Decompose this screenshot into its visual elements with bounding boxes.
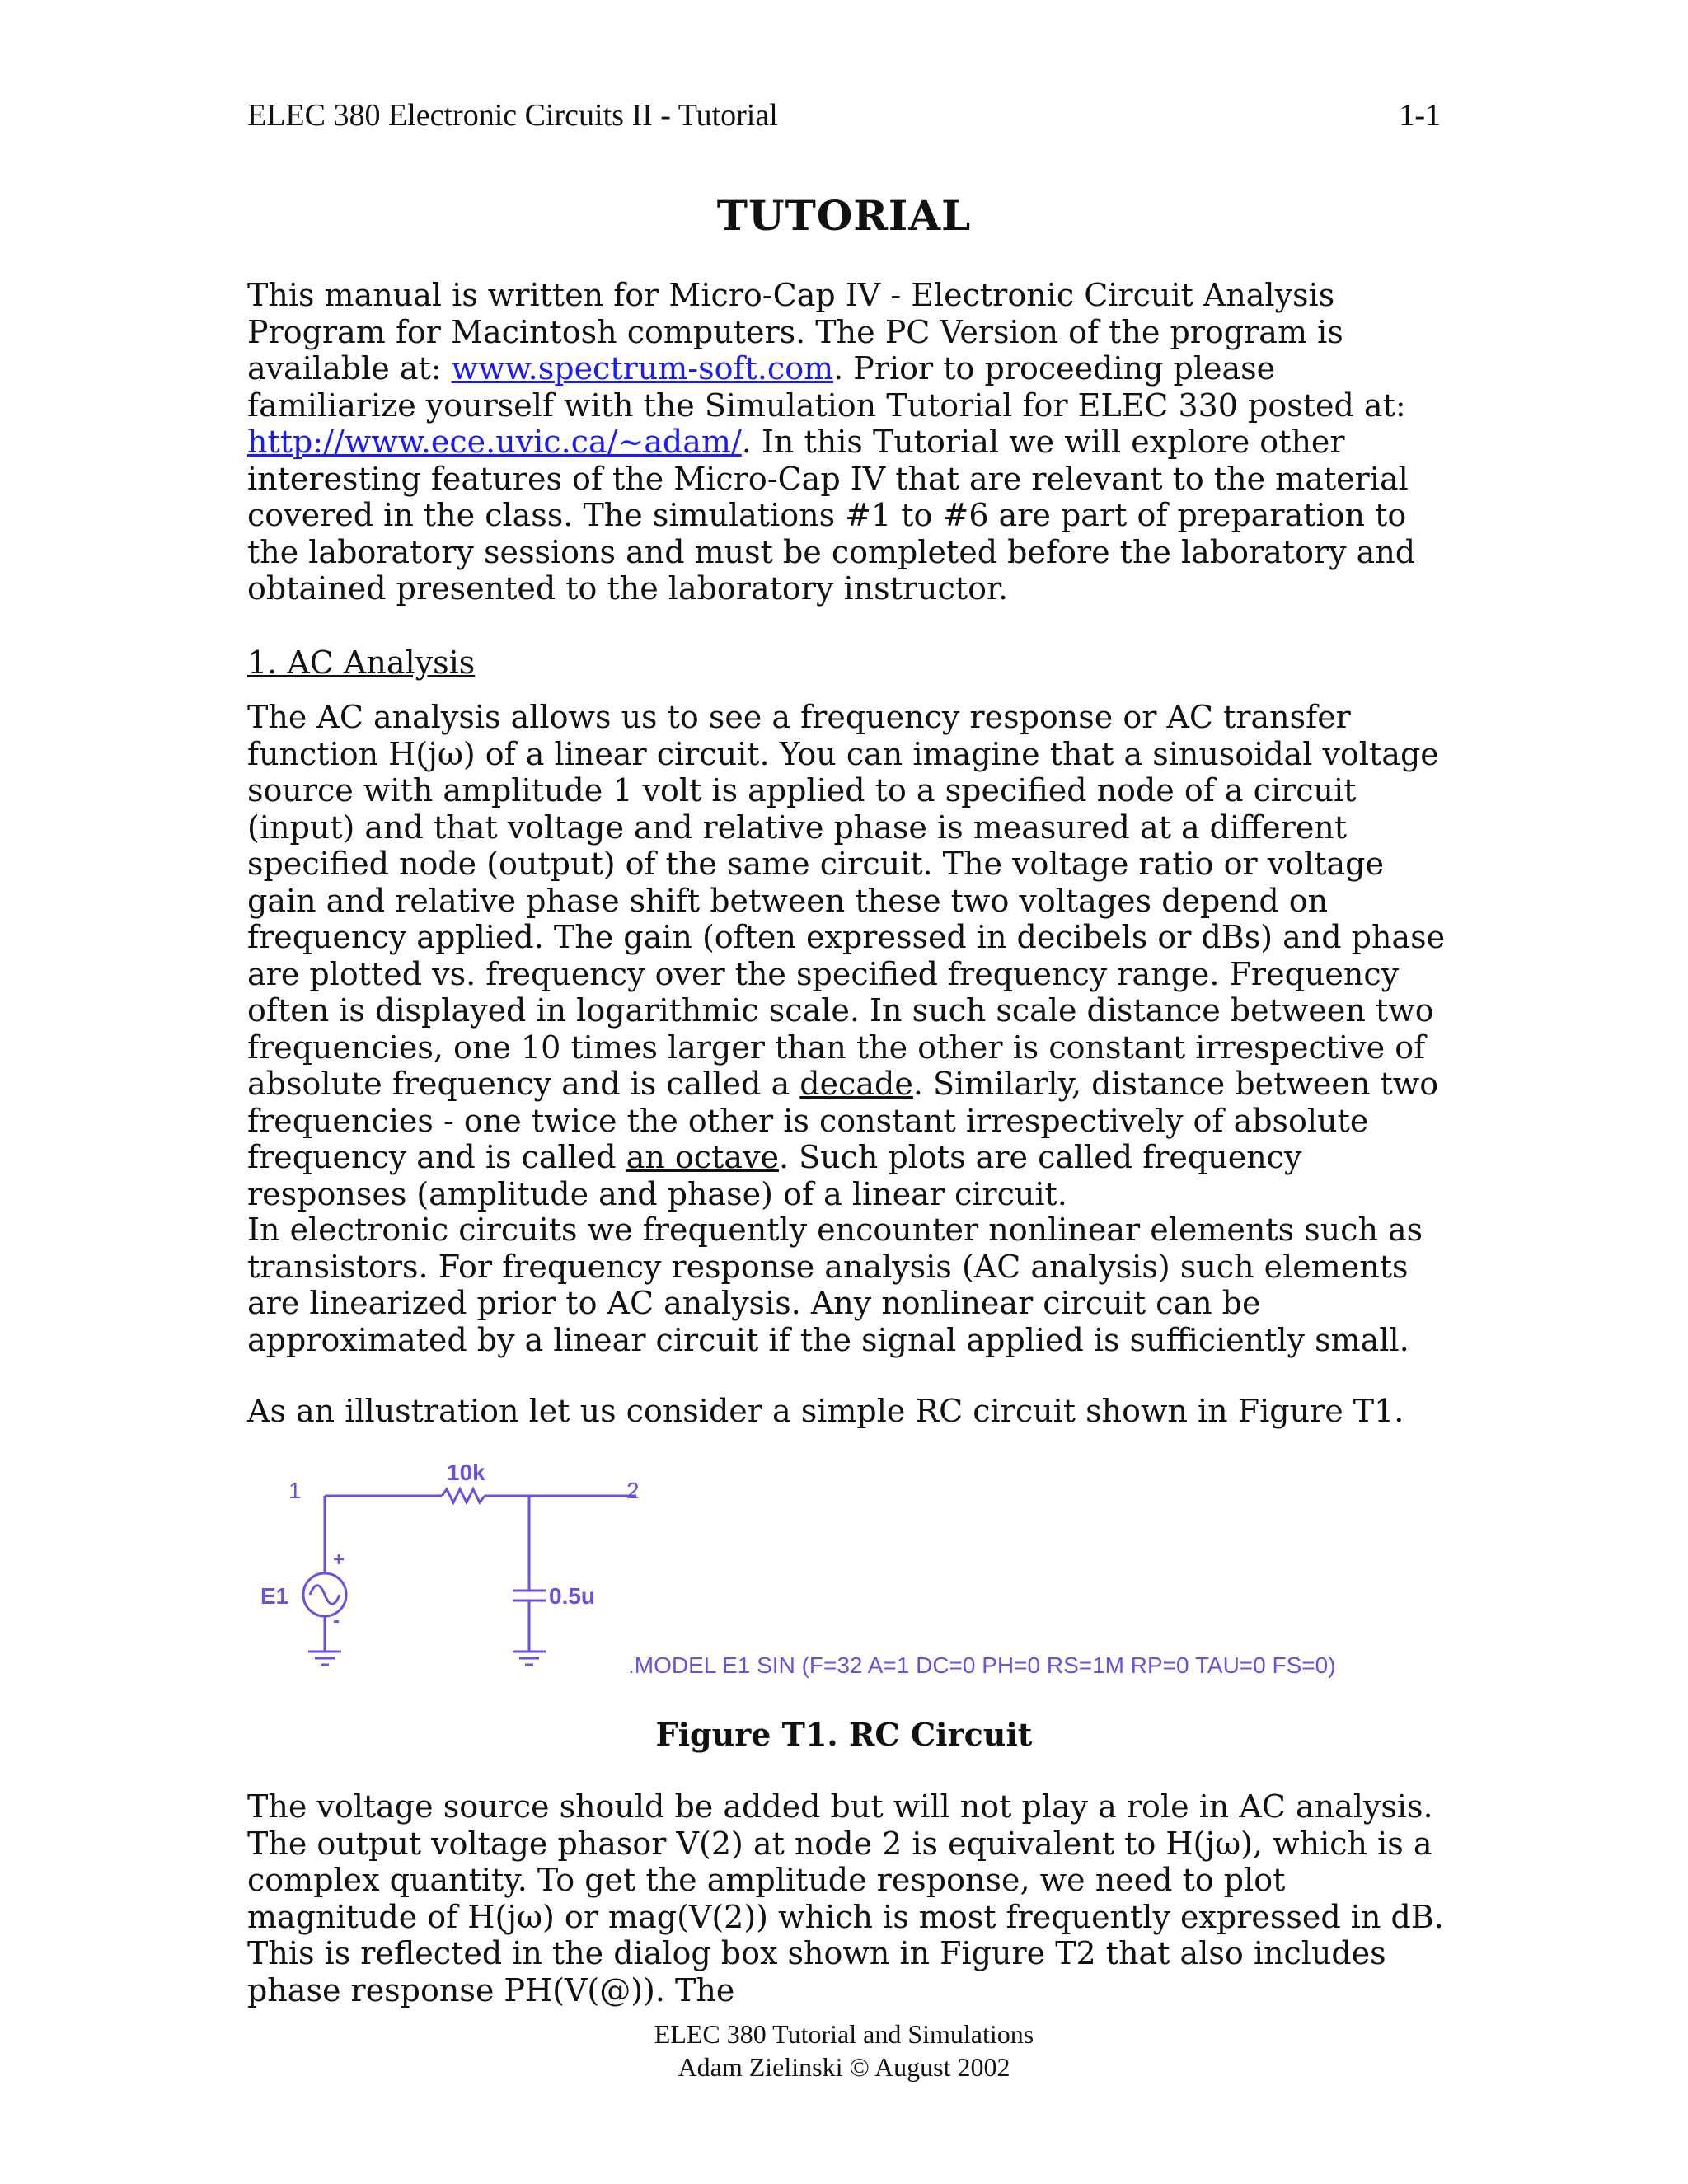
- page-footer: [0, 2018, 1688, 2083]
- decade-term: decade: [799, 1066, 913, 1102]
- figure-caption: Figure T1. RC Circuit: [655, 1716, 1033, 1753]
- page-header: [247, 97, 1441, 134]
- course-title: ELEC 380 Electronic Circuits II - Tutorial: [247, 98, 778, 133]
- rc-circuit-schematic: [247, 1451, 1451, 1690]
- model-statement: .MODEL E1 SIN (F=32 A=1 DC=0 PH=0 RS=1M RP=0 TAU=0 FS=0): [628, 1652, 1336, 1678]
- resistor-symbol: [442, 1489, 485, 1502]
- capacitor-value-label: 0.5u: [549, 1583, 596, 1609]
- ac-analysis-paragraph: [247, 699, 1451, 1212]
- voltage-source-paragraph: The voltage source should be added but will not play a role in AC analysis. The output voltage phasor V(2) at node 2 is equivalent to H(jω), which is a complex quantity. To get the amplitude response, we need to plot magnitude of H(jω) or mag(V(2)) which is most frequently expressed in dB. This is reflected in the dialog box shown in Figure T2 that also includes phase response PH(V(@)). The: [247, 1788, 1444, 2008]
- footer-line-1: ELEC 380 Tutorial and Simulations: [654, 2019, 1034, 2049]
- nonlinear-paragraph: In electronic circuits we frequently encounter nonlinear elements such as transistors. For frequency response analysis (AC analysis) such elements are linearized prior to AC analysis. Any nonlinear circuit can be approximated by a linear circuit if the signal applied is sufficiently small.: [247, 1212, 1423, 1358]
- source-label: E1: [260, 1583, 289, 1609]
- ac-text-2: . Similarly, distance between two frequencies - one twice the other is constant irrespectively of absolute frequency and is called: [247, 1066, 1439, 1175]
- intro-text-2: . Prior to proceeding please familiarize yourself with the Simulation Tutorial for ELEC 330 posted at:: [247, 350, 1406, 424]
- spectrum-soft-link[interactable]: www.spectrum-soft.com: [451, 350, 834, 387]
- page-title: TUTORIAL: [716, 191, 972, 240]
- intro-paragraph: [247, 277, 1451, 607]
- source-plus-label: +: [333, 1549, 345, 1571]
- page-number: 1-1: [1399, 98, 1441, 133]
- ac-text-3: . Such plots are called frequency responses (amplitude and phase) of a linear circuit.: [247, 1139, 1302, 1212]
- illustration-paragraph: As an illustration let us consider a simple RC circuit shown in Figure T1.: [247, 1393, 1404, 1429]
- octave-term: an octave: [626, 1139, 779, 1175]
- sine-wave-icon: [310, 1586, 340, 1605]
- uvic-adam-link[interactable]: http://www.ece.uvic.ca/~adam/: [247, 424, 742, 460]
- figure-t1: [247, 1451, 1451, 1690]
- ac-text-1: The AC analysis allows us to see a frequency response or AC transfer function H(jω) of a linear circuit. You can imagine that a sinusoidal voltage source with amplitude 1 volt is applied to a specified node of a circuit (input) and that voltage and relative phase is measured at a different specified node (output) of the same circuit. The voltage ratio or voltage gain and relative phase shift between these two voltages depend on frequency applied. The gain (often expressed in decibels or dBs) and phase are plotted vs. frequency over the specified frequency range. Frequency often is displayed in logarithmic scale. In such scale distance between two frequencies, one 10 times larger than the other is constant irrespective of absolute frequency and is called a: [247, 699, 1446, 1102]
- node-1-label: 1: [288, 1478, 302, 1503]
- node-2-label: 2: [626, 1478, 640, 1503]
- resistor-value-label: 10k: [447, 1460, 485, 1485]
- footer-line-2: Adam Zielinski © August 2002: [678, 2052, 1010, 2082]
- source-minus-label: -: [333, 1610, 340, 1632]
- intro-text-3: . In this Tutorial we will explore other interesting features of the Micro-Cap IV that are relevant to the material covered in the class. The simulations #1 to #6 are part of preparation to the laboratory sessions and must be completed before the laboratory and obtained presented to the laboratory instructor.: [247, 424, 1416, 607]
- intro-text-1: This manual is written for Micro-Cap IV - Electronic Circuit Analysis Program for Macintosh computers. The PC Version of the program is available at:: [247, 277, 1343, 387]
- section-heading-ac-analysis: 1. AC Analysis: [247, 644, 476, 681]
